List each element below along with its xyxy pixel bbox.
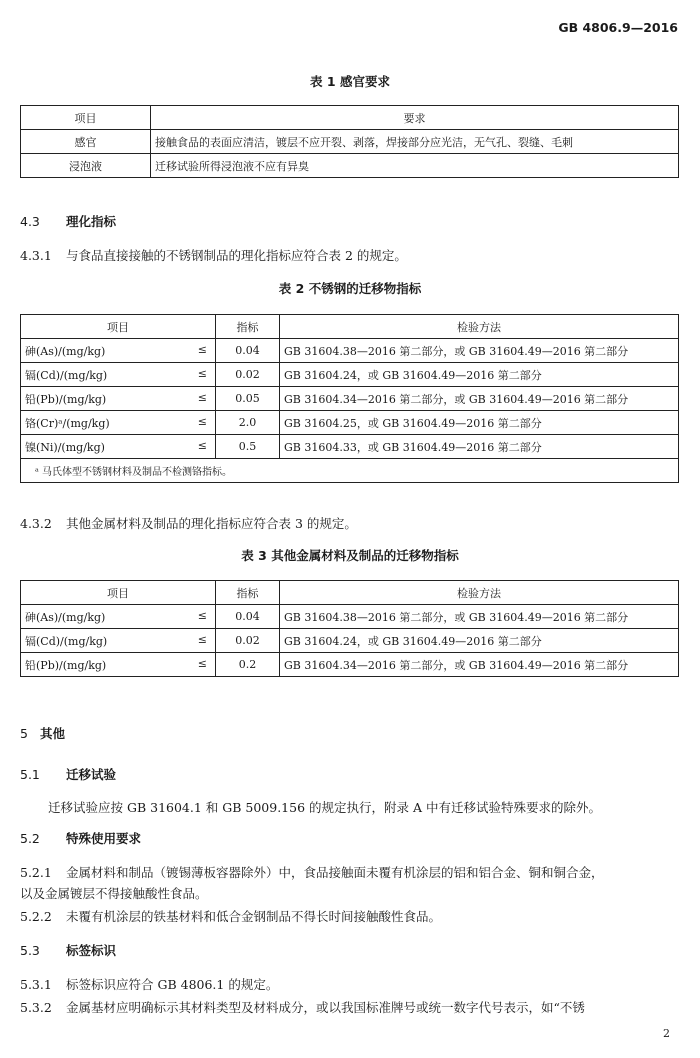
row-item: 浸泡液 <box>21 154 151 178</box>
row-item: 镉(Cd)/(mg/kg) ≤ <box>21 363 216 387</box>
clause-number: 5.2.1 <box>20 865 52 880</box>
table-row <box>21 629 679 653</box>
row-value: 0.04 <box>216 605 280 629</box>
row-value: 0.5 <box>216 435 280 459</box>
table2-stainless-steel-migration <box>20 314 679 483</box>
table-row <box>21 387 679 411</box>
row-method: GB 31604.34—2016 第二部分，或 GB 31604.49—2016 第二部分 <box>280 653 679 677</box>
column-header: 项目 <box>21 315 216 339</box>
section-4-3-heading <box>20 212 116 230</box>
section-number: 5.2 <box>20 831 40 846</box>
section-title: 理化指标 <box>66 214 117 229</box>
row-item: 感官 <box>21 130 151 154</box>
row-requirement: 接触食品的表面应清洁，镀层不应开裂、剥落，焊接部分应光洁，无气孔、裂缝、毛刺 <box>151 130 679 154</box>
row-item: 镍(Ni)/(mg/kg) ≤ <box>21 435 216 459</box>
table-row <box>21 130 679 154</box>
clause-4-3-2 <box>20 514 357 532</box>
table-note-row <box>21 459 679 483</box>
section-title: 特殊使用要求 <box>66 831 142 846</box>
table-row <box>21 363 679 387</box>
column-header: 项目 <box>21 106 151 130</box>
table-header-row <box>21 315 679 339</box>
clause-number: 4.3.1 <box>20 248 52 263</box>
row-method: GB 31604.38—2016 第二部分，或 GB 31604.49—2016 第二部分 <box>280 605 679 629</box>
column-header: 指标 <box>216 315 280 339</box>
column-header: 指标 <box>216 581 280 605</box>
column-header: 项目 <box>21 581 216 605</box>
clause-text: 金属基材应明确标示其材料类型及材料成分，或以我国标准牌号或统一数字代号表示，如“不锈 <box>66 1000 585 1015</box>
clause-text: 与食品直接接触的不锈钢制品的理化指标应符合表 2 的规定。 <box>66 248 407 263</box>
row-item: 铅(Pb)/(mg/kg) ≤ <box>21 387 216 411</box>
section-title: 迁移试验 <box>66 767 117 782</box>
clause-5-1-text: 迁移试验应按 GB 31604.1 和 GB 5009.156 的规定执行，附录 A 中有迁移试验特殊要求的除外。 <box>48 800 601 815</box>
table-row <box>21 154 679 178</box>
column-header: 检验方法 <box>280 581 679 605</box>
table-row <box>21 605 679 629</box>
column-header: 要求 <box>151 106 679 130</box>
section-title: 标签标识 <box>66 943 117 958</box>
row-item: 铅(Pb)/(mg/kg) ≤ <box>21 653 216 677</box>
section-5-1-heading <box>20 765 116 783</box>
section-number: 5 <box>20 726 28 741</box>
row-value: 0.02 <box>216 363 280 387</box>
section-5-2-heading <box>20 829 141 847</box>
table-footnote: ᵃ 马氏体型不锈钢材料及制品不检测铬指标。 <box>21 459 679 483</box>
row-method: GB 31604.24，或 GB 31604.49—2016 第二部分 <box>280 363 679 387</box>
table-row <box>21 435 679 459</box>
clause-5-2-1 <box>20 863 604 881</box>
clause-text: 其他金属材料及制品的理化指标应符合表 3 的规定。 <box>66 516 357 531</box>
row-value: 0.02 <box>216 629 280 653</box>
clause-text: 标签标识应符合 GB 4806.1 的规定。 <box>66 977 279 992</box>
table-row <box>21 653 679 677</box>
section-title: 其他 <box>40 726 66 741</box>
table-row <box>21 411 679 435</box>
table1-sensory-requirements <box>20 105 679 178</box>
row-method: GB 31604.33，或 GB 31604.49—2016 第二部分 <box>280 435 679 459</box>
section-number: 5.3 <box>20 943 40 958</box>
row-value: 0.05 <box>216 387 280 411</box>
row-value: 0.2 <box>216 653 280 677</box>
row-method: GB 31604.24，或 GB 31604.49—2016 第二部分 <box>280 629 679 653</box>
section-5-3-heading <box>20 941 116 959</box>
clause-number: 5.3.1 <box>20 977 52 992</box>
section-number: 5.1 <box>20 767 40 782</box>
clause-text: 未覆有机涂层的铁基材料和低合金钢制品不得长时间接触酸性食品。 <box>66 909 442 924</box>
row-method: GB 31604.38—2016 第二部分，或 GB 31604.49—2016 第二部分 <box>280 339 679 363</box>
section-number: 4.3 <box>20 214 40 229</box>
section-5-heading <box>20 724 65 742</box>
table3-caption: 表 3 其他金属材料及制品的迁移物指标 <box>241 548 459 563</box>
clause-4-3-1 <box>20 246 407 264</box>
standard-code: GB 4806.9—2016 <box>558 20 678 35</box>
table-row <box>21 339 679 363</box>
table-header-row <box>21 581 679 605</box>
clause-number: 4.3.2 <box>20 516 52 531</box>
row-item: 镉(Cd)/(mg/kg) ≤ <box>21 629 216 653</box>
clause-5-3-2 <box>20 998 585 1016</box>
clause-5-2-1-continued: 以及金属镀层不得接触酸性食品。 <box>20 886 208 901</box>
page-number: 2 <box>663 1027 670 1040</box>
row-value: 0.04 <box>216 339 280 363</box>
row-item: 砷(As)/(mg/kg) ≤ <box>21 605 216 629</box>
row-item: 铬(Cr)ᵃ/(mg/kg) ≤ <box>21 411 216 435</box>
row-item: 砷(As)/(mg/kg) ≤ <box>21 339 216 363</box>
clause-number: 5.2.2 <box>20 909 52 924</box>
row-value: 2.0 <box>216 411 280 435</box>
clause-5-2-2 <box>20 907 441 925</box>
clause-5-3-1 <box>20 975 278 993</box>
row-requirement: 迁移试验所得浸泡液不应有异臭 <box>151 154 679 178</box>
clause-number: 5.3.2 <box>20 1000 52 1015</box>
clause-text: 金属材料和制品（镀锡薄板容器除外）中，食品接触面未覆有机涂层的铝和铝合金、铜和铜合金， <box>66 865 604 880</box>
table2-caption: 表 2 不锈钢的迁移物指标 <box>278 281 422 296</box>
row-method: GB 31604.25，或 GB 31604.49—2016 第二部分 <box>280 411 679 435</box>
table-header-row <box>21 106 679 130</box>
table1-caption: 表 1 感官要求 <box>310 74 390 89</box>
column-header: 检验方法 <box>280 315 679 339</box>
table3-other-metal-migration <box>20 580 679 677</box>
row-method: GB 31604.34—2016 第二部分，或 GB 31604.49—2016 第二部分 <box>280 387 679 411</box>
